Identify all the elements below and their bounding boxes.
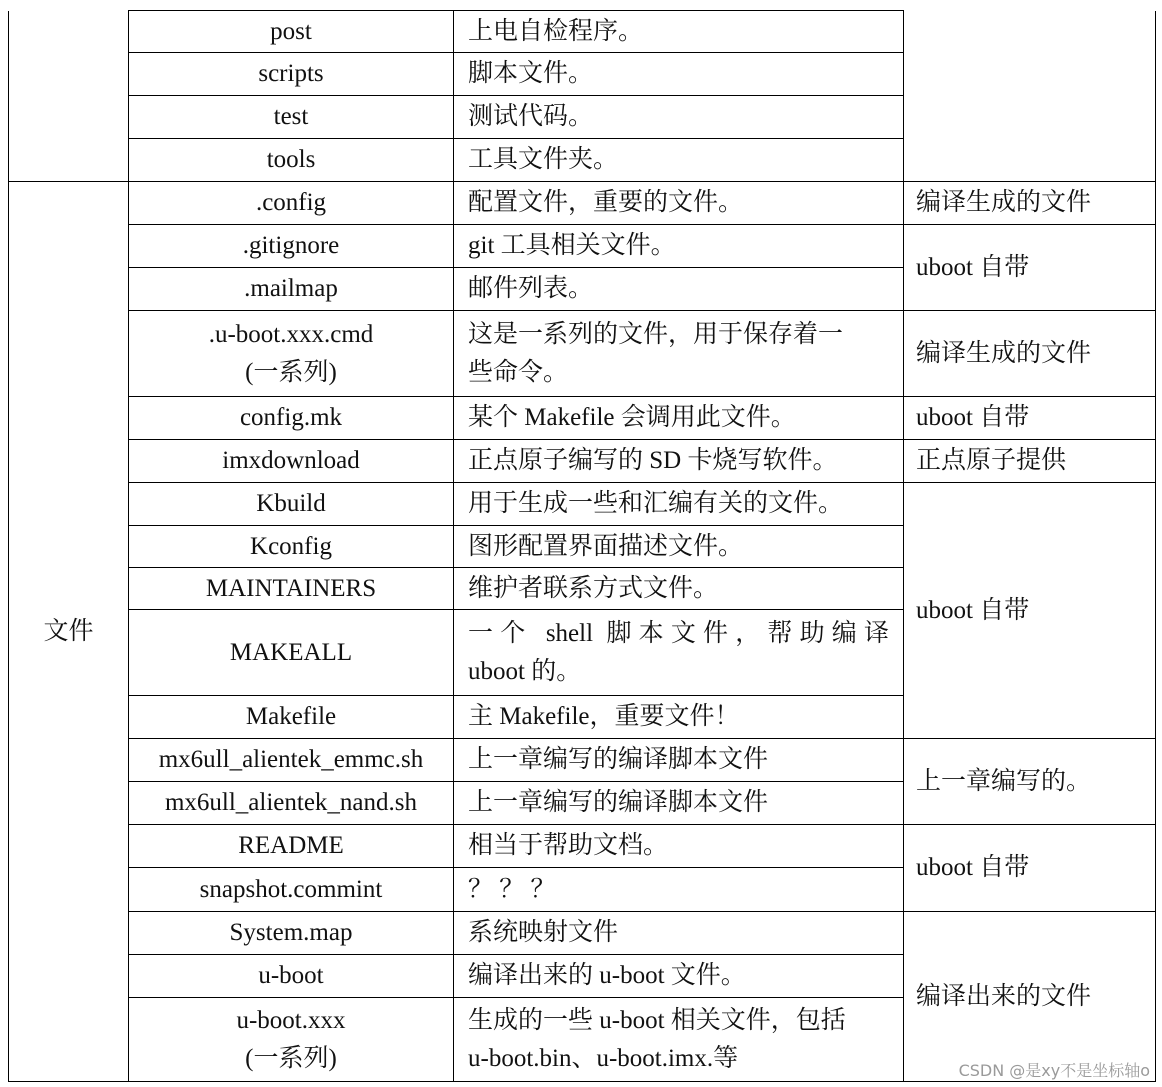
file-name: mx6ull_alientek_emmc.sh xyxy=(129,739,454,782)
file-name: tools xyxy=(129,139,454,182)
file-name: Makefile xyxy=(129,696,454,739)
file-name xyxy=(129,998,454,1082)
file-description: ？ ？ ？ xyxy=(454,868,904,912)
file-name-line: (一系列) xyxy=(245,1044,337,1072)
file-description: 图形配置界面描述文件。 xyxy=(454,526,904,568)
category-cell-folders xyxy=(9,11,129,182)
file-name: u-boot xyxy=(129,955,454,998)
file-name: MAINTAINERS xyxy=(129,568,454,610)
file-name: System.map xyxy=(129,912,454,955)
file-description: 系统映射文件 xyxy=(454,912,904,955)
file-description: git 工具相关文件。 xyxy=(454,225,904,268)
file-description-line: 些命令。 xyxy=(468,358,569,386)
file-note: 编译生成的文件 xyxy=(904,311,1156,397)
file-description: 上电自检程序。 xyxy=(454,11,904,53)
table-row xyxy=(9,440,1156,483)
file-name: scripts xyxy=(129,53,454,96)
file-description-line: 生成的一些 u-boot 相关文件，包括 xyxy=(468,1006,846,1034)
file-description: 相当于帮助文档。 xyxy=(454,825,904,868)
watermark: CSDN @是xy不是坐标轴o xyxy=(958,1061,1150,1080)
file-note: uboot 自带 xyxy=(904,397,1156,440)
file-name: .mailmap xyxy=(129,268,454,311)
file-name: snapshot.commint xyxy=(129,868,454,912)
file-name-line: u-boot.xxx xyxy=(236,1006,346,1034)
file-name-line: .u-boot.xxx.cmd xyxy=(208,320,374,348)
file-description: 维护者联系方式文件。 xyxy=(454,568,904,610)
file-description: 上一章编写的编译脚本文件 xyxy=(454,739,904,782)
category-cell: 文件 xyxy=(9,182,129,1082)
file-name: mx6ull_alientek_nand.sh xyxy=(129,782,454,825)
file-name: .gitignore xyxy=(129,225,454,268)
file-description xyxy=(454,311,904,397)
file-note: 上一章编写的。 xyxy=(904,739,1156,825)
table-row xyxy=(9,11,1156,53)
table-row xyxy=(9,483,1156,526)
table-row xyxy=(9,182,1156,225)
file-note: uboot 自带 xyxy=(904,483,1156,739)
file-name: README xyxy=(129,825,454,868)
file-description: 测试代码。 xyxy=(454,96,904,139)
table-row xyxy=(9,397,1156,440)
file-name: imxdownload xyxy=(129,440,454,483)
file-description: 编译出来的 u-boot 文件。 xyxy=(454,955,904,998)
file-description xyxy=(454,998,904,1082)
file-description: 某个 Makefile 会调用此文件。 xyxy=(454,397,904,440)
file-description: 用于生成一些和汇编有关的文件。 xyxy=(454,483,904,526)
file-note: 编译生成的文件 xyxy=(904,182,1156,225)
file-description-line: 一个 shell 脚本文件，帮助编译 xyxy=(468,619,889,647)
file-name: config.mk xyxy=(129,397,454,440)
file-description-line: uboot 的。 xyxy=(468,657,582,685)
table-row xyxy=(9,311,1156,397)
file-description: 主 Makefile，重要文件！ xyxy=(454,696,904,739)
file-description-table xyxy=(8,10,1156,1082)
file-note: uboot 自带 xyxy=(904,225,1156,311)
file-note: 编译出来的文件 xyxy=(904,912,1156,1082)
file-description-line: u-boot.bin、u-boot.imx.等 xyxy=(468,1044,739,1072)
table-row xyxy=(9,225,1156,268)
file-description xyxy=(454,610,904,696)
table-row xyxy=(9,825,1156,868)
file-description: 邮件列表。 xyxy=(454,268,904,311)
file-description-line: 这是一系列的文件，用于保存着一 xyxy=(468,320,844,348)
file-description: 工具文件夹。 xyxy=(454,139,904,182)
file-description: 正点原子编写的 SD 卡烧写软件。 xyxy=(454,440,904,483)
file-note: 正点原子提供 xyxy=(904,440,1156,483)
table-row xyxy=(9,912,1156,955)
file-description: 配置文件，重要的文件。 xyxy=(454,182,904,225)
file-name: test xyxy=(129,96,454,139)
file-name xyxy=(129,311,454,397)
table-row xyxy=(9,739,1156,782)
file-description: 脚本文件。 xyxy=(454,53,904,96)
file-name: post xyxy=(129,11,454,53)
file-description: 上一章编写的编译脚本文件 xyxy=(454,782,904,825)
file-name-line: (一系列) xyxy=(245,358,337,386)
file-name: .config xyxy=(129,182,454,225)
file-name: Kconfig xyxy=(129,526,454,568)
file-note xyxy=(904,11,1156,182)
file-note: uboot 自带 xyxy=(904,825,1156,912)
file-name: Kbuild xyxy=(129,483,454,526)
file-name: MAKEALL xyxy=(129,610,454,696)
